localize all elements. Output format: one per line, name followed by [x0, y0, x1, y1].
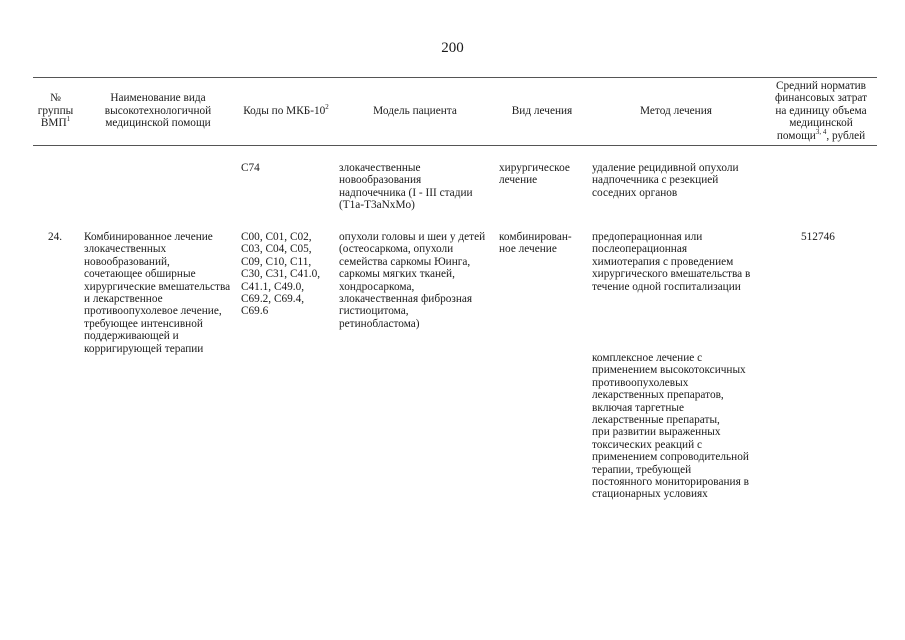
table-header-rule: [33, 145, 877, 146]
table-row-treatment-type: хирургическое лечение: [499, 162, 570, 187]
header-treatment-type: Вид лечения: [511, 104, 573, 117]
header-patient-model: Модель пациента: [373, 104, 457, 117]
table-row-care-type: Комбинированное лечение злокачественных новообразований, сочетающее обширные хирургические вмешательства и лекарственное противоопухолевое лечение, требующее интенсивной поддерживающей и корригирующей терапии: [84, 231, 231, 355]
page-number: 200: [441, 40, 464, 56]
table-row-treatment-type: комбинирован- ное лечение: [499, 231, 572, 256]
table-row-cost-norm: 512746: [801, 231, 835, 243]
table-row-patient-model: опухоли головы и шеи у детей (остеосаркома, опухоли семейства саркомы Юинга, саркомы мягких тканей, хондросаркома, злокачественная фиброзная гистиоцитома, ретинобластома): [339, 231, 486, 330]
table-row-patient-model: злокачественные новообразования надпочечника (I - III стадии (T1a-T3aNxMo): [339, 162, 473, 212]
table-row-treatment-method: удаление рецидивной опухоли надпочечника с резекцией соседних органов: [592, 162, 739, 199]
table-row-icd-codes: C74: [241, 162, 260, 174]
header-treatment-method: Метод лечения: [640, 104, 712, 117]
header-icd-codes: Коды по МКБ-$10^2$: [243, 102, 329, 117]
table-row-icd-codes: C00, C01, C02, C03, C04, C05, C09, C10, C11, C30, C31, C41.0, C41.1, C49.0, C69.2, C69.4, C69.6: [241, 231, 321, 318]
table-row-group-number: 24.: [48, 231, 63, 243]
table-row-treatment-method: предоперационная или послеоперационная химиотерапия с проведением хирургического вмешательства в течение одной госпитализации: [592, 231, 751, 293]
header-care-type: Наименование вида высокотехнологичной медицинской помощи: [104, 92, 212, 130]
table-row-treatment-method-alt: комплексное лечение с применением высокотоксичных противоопухолевых лекарственных препаратов, включая таргетные лекарственные препараты, при развитии выраженных токсических реакций с применением сопроводительной терапии, требующей постоянного мониторирования в стационарных условиях: [592, 352, 749, 501]
header-cost-norm: Средний норматив финансовых затрат на единицу объема медицинской помощи$^{3, 4}$, рублей: [774, 79, 868, 142]
header-group-number: № группы ВМП$^1$: [37, 92, 74, 130]
